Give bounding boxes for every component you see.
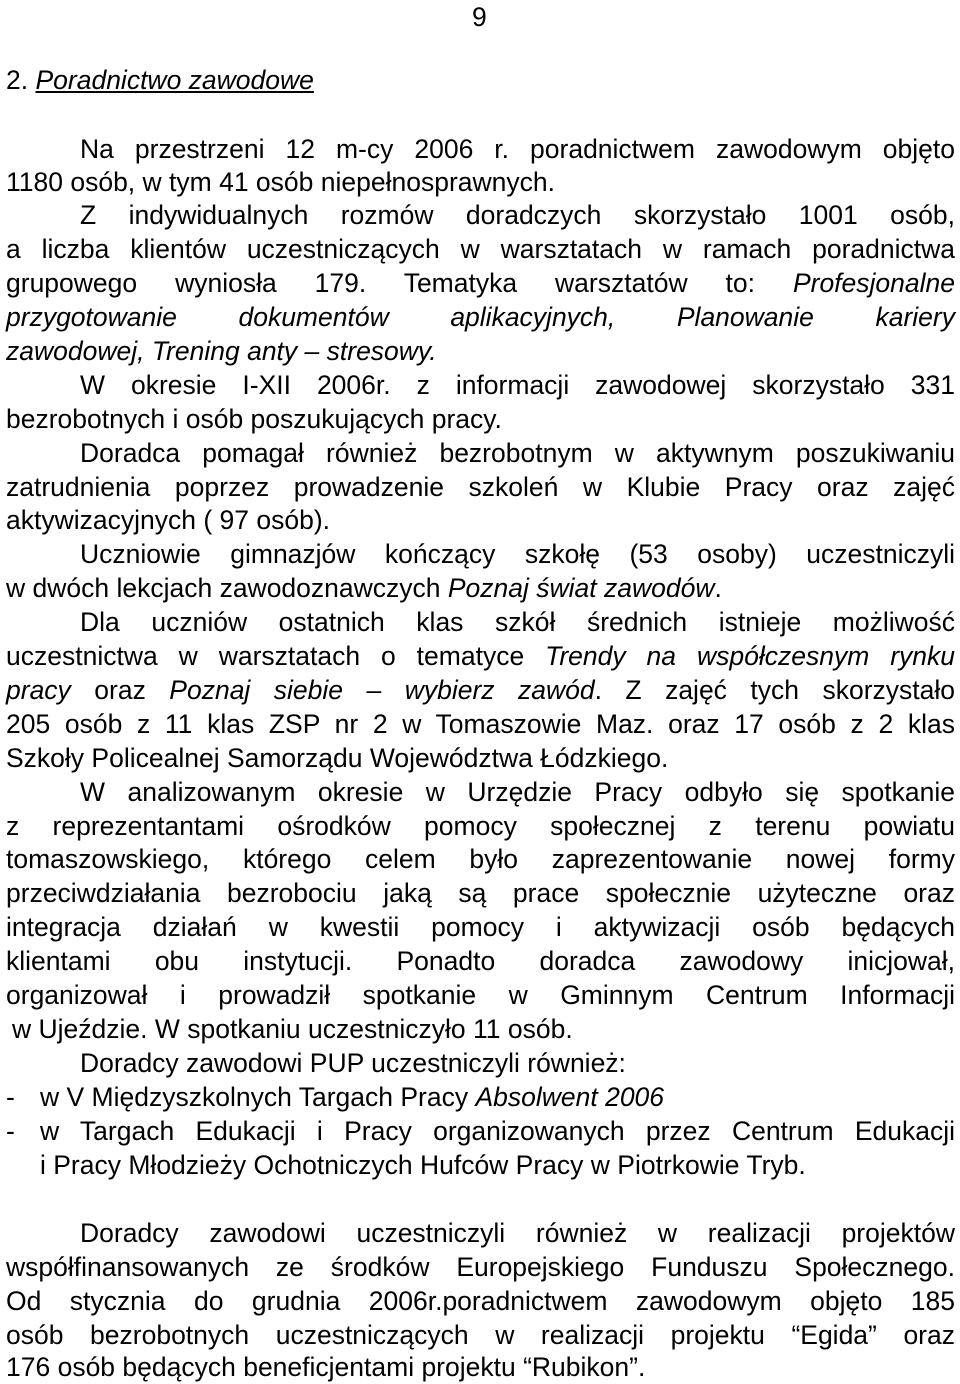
- italic-span: Poznaj siebie – wybierz zawód: [169, 675, 595, 705]
- text-line: Szkoły Policealnej Samorządu Województwa Łódzkiego.: [6, 743, 669, 773]
- text-line-italic: [6, 334, 955, 368]
- text-line: tomaszowskiego, którego celem było zaprezentowanie nowej formy: [6, 844, 955, 874]
- text-line: z reprezentantami ośrodków pomocy społecznej z terenu powiatu: [6, 811, 955, 841]
- text-line: w Ujeździe. W spotkaniu uczestniczyło 11 osób.: [12, 1014, 573, 1044]
- text-line: aktywizacyjnych ( 97 osób).: [6, 505, 331, 535]
- text-line: Doradcy zawodowi PUP uczestniczyli również:: [80, 1048, 626, 1078]
- text-span: .: [714, 573, 722, 603]
- text-line: W okresie I-XII 2006r. z informacji zawodowej skorzystało 331: [80, 370, 955, 400]
- text-line: 1180 osób, w tym 41 osób niepełnosprawnych.: [6, 167, 555, 197]
- text-line: integracja działań w kwestii pomocy i aktywizacji osób będących: [6, 912, 955, 942]
- text-span: uczestnictwa w warsztatach o tematyce: [6, 641, 546, 671]
- text-line: współfinansowanych ze środków Europejskiego Funduszu Społecznego.: [6, 1252, 955, 1282]
- text-line: klientami obu instytucji. Ponadto doradca zawodowy inicjował,: [6, 946, 955, 976]
- text-line: osób bezrobotnych uczestniczących w realizacji projektu “Egida” oraz: [6, 1320, 955, 1350]
- text-span: oraz: [70, 675, 170, 705]
- italic-span: Absolwent 2006: [475, 1082, 665, 1112]
- text-span: grupowego wyniosła 179. Tematyka warsztatów to:: [6, 268, 793, 298]
- list-bullet: -: [6, 1116, 15, 1146]
- text-line: 205 osób z 11 klas ZSP nr 2 w Tomaszowie Maz. oraz 17 osób z 2 klas: [6, 709, 955, 739]
- list-item: w Targach Edukacji i Pracy organizowanych przez Centrum Edukacji: [40, 1116, 955, 1146]
- text-span: w V Międzyszkolnych Targach Pracy: [40, 1082, 476, 1112]
- heading-title: Poradnictwo zawodowe: [35, 65, 314, 95]
- text-span: . Z zajęć tych skorzystało: [594, 675, 955, 705]
- italic-span: pracy: [6, 675, 71, 705]
- text-line: Z indywidualnych rozmów doradczych skorzystało 1001 osób,: [80, 200, 955, 230]
- text-line: przeciwdziałania bezrobociu jaką są prace społecznie użyteczne oraz: [6, 878, 955, 908]
- text-line: [6, 266, 955, 300]
- list-bullet: -: [6, 1082, 15, 1112]
- text-line: bezrobotnych i osób poszukujących pracy.: [6, 404, 502, 434]
- text-line: W analizowanym okresie w Urzędzie Pracy odbyło się spotkanie: [80, 777, 955, 807]
- text-line: zatrudnienia poprzez prowadzenie szkoleń w Klubie Pracy oraz zajęć: [6, 472, 955, 502]
- text-line: Doradca pomagał również bezrobotnym w aktywnym poszukiwaniu: [80, 438, 955, 468]
- page-number: 9: [472, 2, 487, 32]
- text-span: w dwóch lekcjach zawodoznawczych: [6, 573, 448, 603]
- italic-span: Profesjonalne: [792, 268, 955, 298]
- list-item: [40, 1080, 955, 1114]
- text-line: Na przestrzeni 12 m-cy 2006 r. poradnictwem zawodowym objęto: [80, 134, 955, 164]
- list-item-continuation: i Pracy Młodzieży Ochotniczych Hufców Pracy w Piotrkowie Tryb.: [40, 1150, 806, 1180]
- section-heading: [6, 63, 314, 97]
- text-line: Od stycznia do grudnia 2006r.poradnictwem zawodowym objęto 185: [6, 1286, 955, 1316]
- heading-number: 2.: [6, 65, 29, 95]
- italic-span: Poznaj świat zawodów: [447, 573, 715, 603]
- text-line: [6, 571, 955, 605]
- text-line: organizował i prowadził spotkanie w Gminnym Centrum Informacji: [6, 980, 955, 1010]
- text-line: Dla uczniów ostatnich klas szkół średnich istnieje możliwość: [80, 607, 955, 637]
- italic-span: przygotowanie dokumentów aplikacyjnych, Planowanie kariery: [6, 302, 955, 332]
- text-line: Uczniowie gimnazjów kończący szkołę (53 osoby) uczestniczyli: [80, 539, 955, 569]
- italic-span: zawodowej, Trening anty – stresowy.: [6, 336, 437, 366]
- text-line-italic: [6, 300, 955, 334]
- text-line: Doradcy zawodowi uczestniczyli również w realizacji projektów: [80, 1218, 955, 1248]
- text-line: [6, 673, 955, 707]
- text-line: [6, 639, 955, 673]
- italic-span: Trendy na współczesnym rynku: [545, 641, 955, 671]
- text-line: a liczba klientów uczestniczących w warsztatach w ramach poradnictwa: [6, 234, 955, 264]
- text-line: 176 osób będących beneficjentami projektu “Rubikon”.: [6, 1352, 646, 1382]
